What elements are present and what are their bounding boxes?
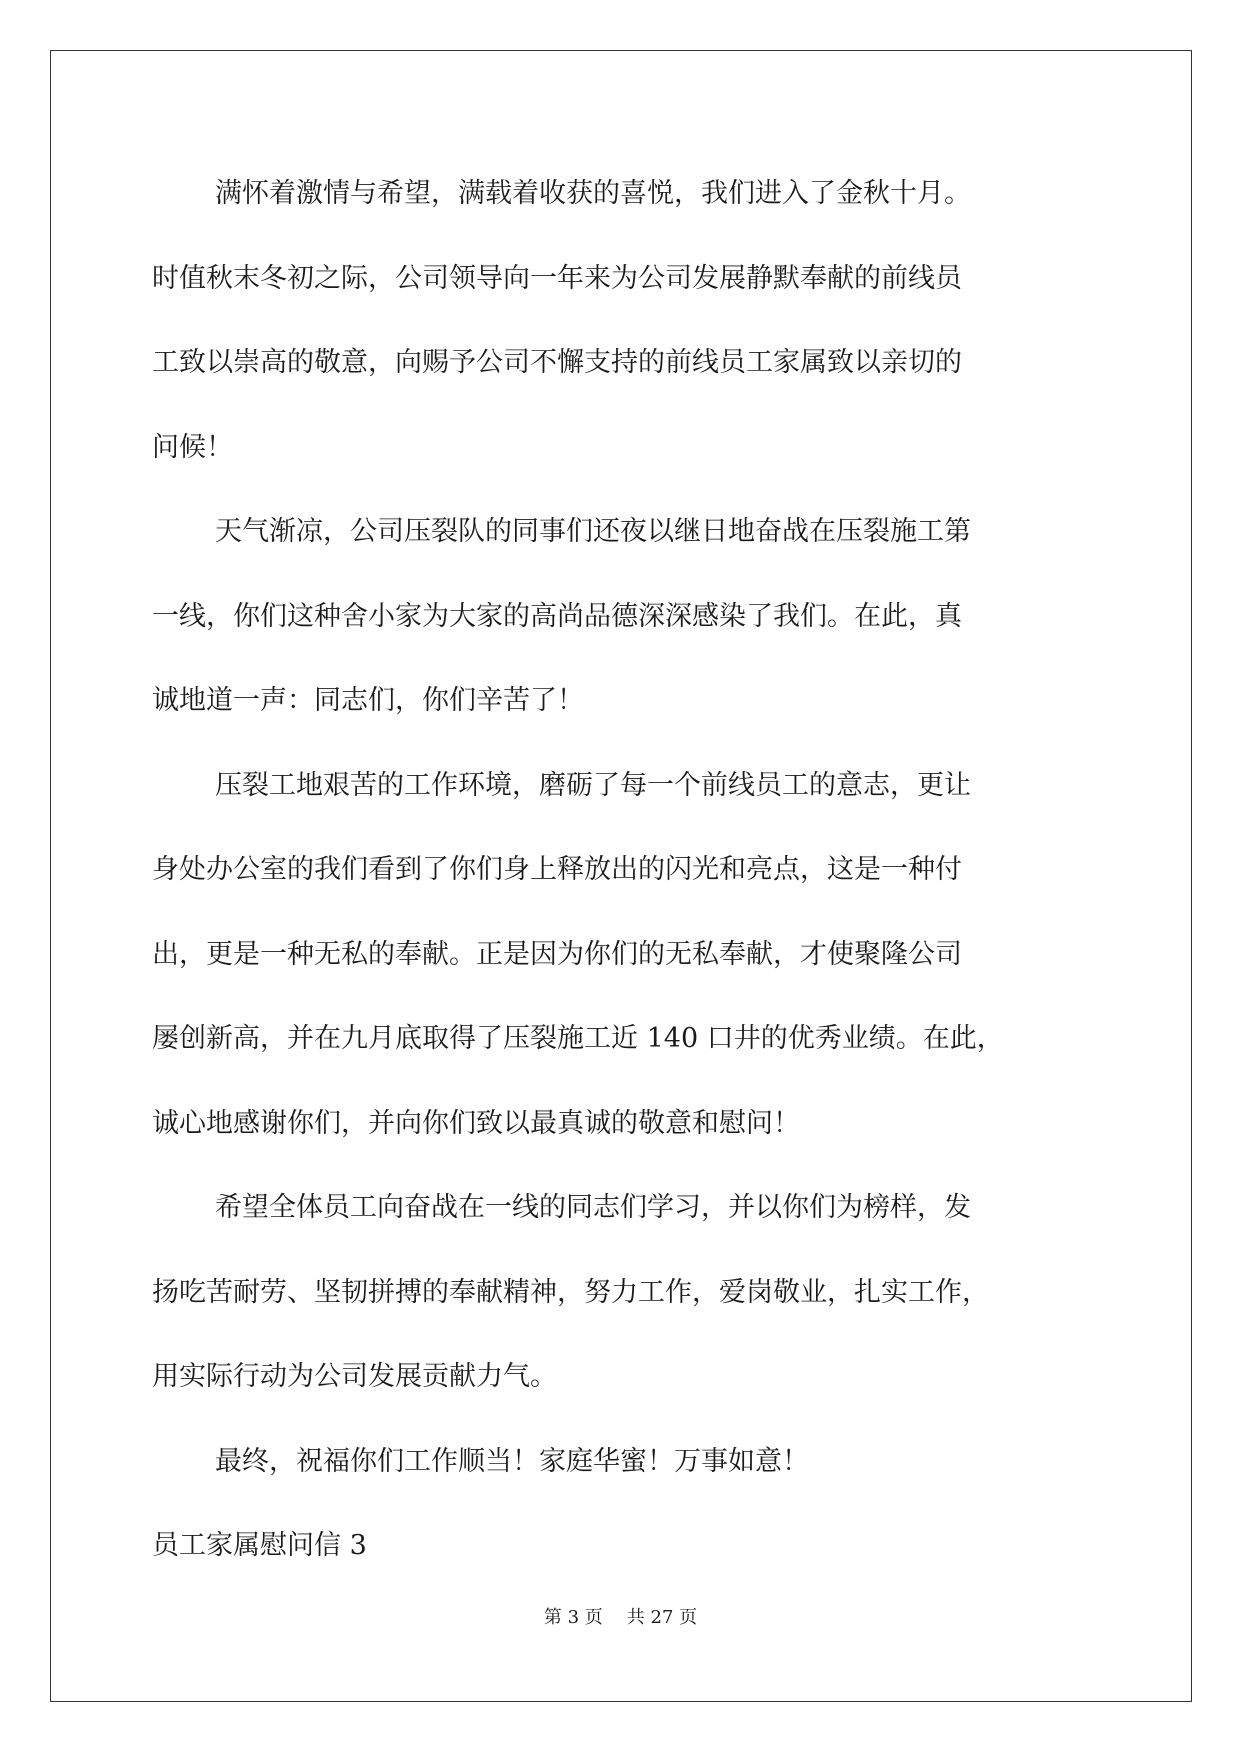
text-line: 一线，你们这种舍小家为大家的高尚品德深深感染了我们。在此，真 [152,600,962,632]
text-line: 出，更是一种无私的奉献。正是因为你们的无私奉献，才使聚隆公司 [152,938,962,970]
text-line: 用实际行动为公司发展贡献力气。 [152,1361,557,1392]
text-line: 时值秋末冬初之际，公司领导向一年来为公司发展静默奉献的前线员 [152,262,962,294]
text-line: 工致以崇高的敬意，向赐予公司不懈支持的前线员工家属致以亲切的 [152,347,962,378]
section-heading: 员工家属慰问信 3 [152,1530,367,1561]
text-line: 问候！ [152,431,233,463]
text-line: 最终，祝福你们工作顺当！家庭华蜜！万事如意！ [215,1445,809,1477]
text-line: 扬吃苦耐劳、坚韧拼搏的奉献精神，努力工作，爱岗敬业，扎实工作， [152,1276,989,1308]
page-number: 第 3 页 [543,1607,603,1628]
text-line: 身处办公室的我们看到了你们身上释放出的闪光和亮点，这是一种付 [152,854,962,885]
text-line: 压裂工地艰苦的工作环境，磨砺了每一个前线员工的意志，更让 [215,769,971,801]
text-line: 诚地道一声：同志们，你们辛苦了！ [152,685,584,716]
text-line: 诚心地感谢你们，并向你们致以最真诚的敬意和慰问！ [152,1107,800,1139]
text-line: 希望全体员工向奋战在一线的同志们学习，并以你们为榜样，发 [215,1192,971,1223]
page-footer [0,1606,1241,1630]
page-total: 共 27 页 [626,1607,698,1628]
text-line: 天气渐凉，公司压裂队的同事们还夜以继日地奋战在压裂施工第 [215,516,971,547]
document-body [152,152,1092,1589]
text-line: 屡创新高，并在九月底取得了压裂施工近 140 口井的优秀业绩。在此， [152,1023,1004,1054]
text-line: 满怀着激情与希望，满载着收获的喜悦，我们进入了金秋十月。 [215,178,971,209]
